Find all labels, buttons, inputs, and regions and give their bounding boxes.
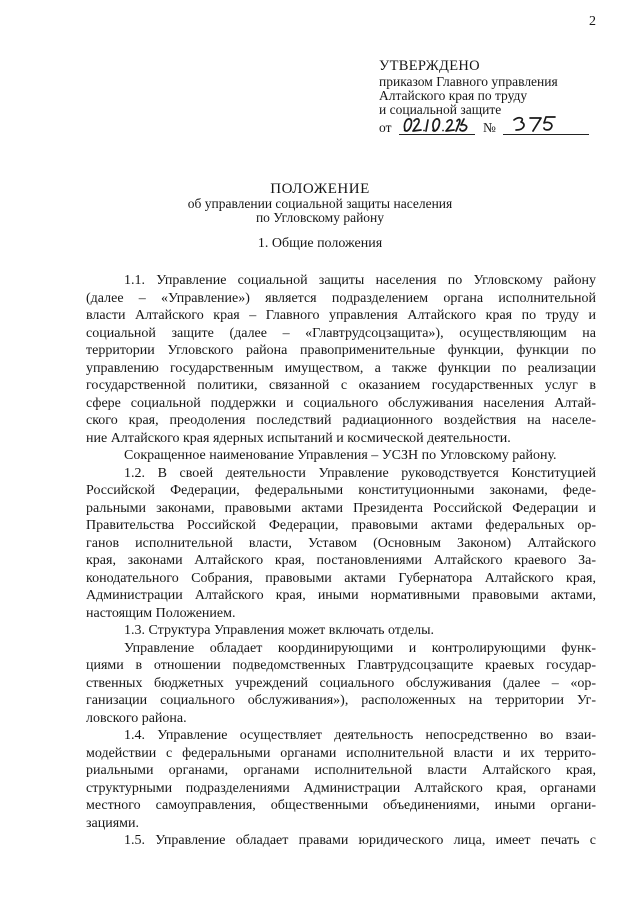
handwritten-order-number bbox=[511, 114, 567, 134]
document-body bbox=[86, 272, 596, 850]
paragraph-line: Российской Федерации, федеральными конституционными законами, феде- bbox=[86, 483, 596, 498]
approval-date-number-line bbox=[379, 117, 619, 139]
paragraph-line: Управление обладает координирующими и контролирующими функ- bbox=[124, 640, 596, 656]
paragraph-line: государственной политики, связанной с оказанием государственных услуг в bbox=[86, 378, 596, 393]
paragraph-line: 1.2. В своей деятельности Управление руководствуется Конституцией bbox=[124, 465, 596, 481]
paragraph-line: сфере социальной поддержки и социального обслуживания населения Алтай- bbox=[86, 395, 596, 411]
paragraph-line: конодательного Собрания, правовыми актами Губернатора Алтайского края, bbox=[86, 570, 596, 586]
paragraph-line: 1.3. Структура Управления может включать отделы. bbox=[124, 623, 434, 638]
paragraph-line: Администрации Алтайского края, иными нормативными правовыми актами, bbox=[86, 588, 596, 603]
document-title-main: ПОЛОЖЕНИЕ bbox=[270, 181, 370, 197]
paragraph-line: края, законами Алтайского края, постановлениями Алтайского краевого За- bbox=[86, 553, 596, 568]
date-prefix: от bbox=[379, 120, 392, 135]
number-prefix: № bbox=[483, 120, 496, 135]
paragraph-line: ганов исполнительной власти, Уставом (Основным Законом) Алтайского bbox=[86, 535, 596, 551]
document-title-line-3: по Угловскому району bbox=[255, 210, 385, 225]
paragraph-line: ганизации социального обслуживания»), расположенных на территории Уг- bbox=[86, 693, 596, 708]
paragraph-line: ского края, преодоления последствий радиационного воздействия на населе- bbox=[86, 413, 596, 428]
paragraph-line: местного самоуправления, общественными объединениями, иными органи- bbox=[86, 798, 596, 813]
paragraph-line: социальной защите (далее – «Главтрудсоцзащита»), осуществляющим на bbox=[86, 325, 596, 341]
paragraph-line: ральными законами, правовыми актами Президента Российской Федерации и bbox=[86, 500, 596, 516]
paragraph-line: настоящим Положением. bbox=[86, 605, 236, 621]
paragraph-line: Сокращенное наименование Управления – УСЗН по Угловскому району. bbox=[124, 448, 557, 463]
paragraph-line: зациями. bbox=[86, 815, 140, 831]
paragraph-line: территории Угловского района правоприменительные функции, функции по bbox=[86, 343, 596, 358]
approval-order-line-1: приказом Главного управления bbox=[379, 74, 558, 89]
paragraph-line: модействии с федеральными органами исполнительной власти и их террито- bbox=[86, 745, 596, 761]
paragraph-line: ние Алтайского края ядерных испытаний и космической деятельности. bbox=[86, 430, 511, 446]
document-title-line-2: об управлении социальной защиты населения bbox=[187, 196, 453, 211]
paragraph-line: ловского района. bbox=[86, 710, 187, 726]
paragraph-line: 1.4. Управление осуществляет деятельность непосредственно во взаи- bbox=[124, 728, 596, 743]
paragraph-line: ственных бюджетных учреждений социального обслуживания (далее – «ор- bbox=[86, 675, 596, 691]
approval-title: УТВЕРЖДЕНО bbox=[379, 58, 480, 74]
paragraph-line: управлению государственным имуществом, а также функции по реализации bbox=[86, 360, 596, 376]
approval-order-line-3: и социальной защите bbox=[379, 102, 502, 117]
number-underline bbox=[503, 134, 589, 135]
document-title bbox=[0, 181, 640, 225]
section-heading: 1. Общие положения bbox=[257, 236, 383, 251]
page-number: 2 bbox=[589, 14, 596, 29]
paragraph-line: 1.5. Управление обладает правами юридического лица, имеет печать с bbox=[124, 833, 596, 848]
paragraph-line: власти Алтайского края – Главного управления Алтайского края по труду и bbox=[86, 308, 596, 323]
handwritten-date-signature bbox=[401, 115, 477, 135]
paragraph-line: циями в отношении подведомственных Главтрудсоцзащите краевых государ- bbox=[86, 658, 596, 673]
approval-stamp-block bbox=[379, 58, 619, 139]
paragraph-line: (далее – «Управление») является подразделением органа исполнительной bbox=[86, 290, 596, 306]
paragraph-line: 1.1. Управление социальной защиты населения по Угловскому району bbox=[124, 273, 596, 288]
paragraph-line: Правительства Российской Федерации, правовыми актами федеральных ор- bbox=[86, 518, 596, 533]
paragraph-line: структурными подразделениями Администрации Алтайского края, органами bbox=[86, 780, 596, 796]
approval-order-line-2: Алтайского края по труду bbox=[379, 88, 528, 103]
paragraph-line: риальными органами, органами исполнительной власти Алтайского края, bbox=[86, 763, 596, 778]
